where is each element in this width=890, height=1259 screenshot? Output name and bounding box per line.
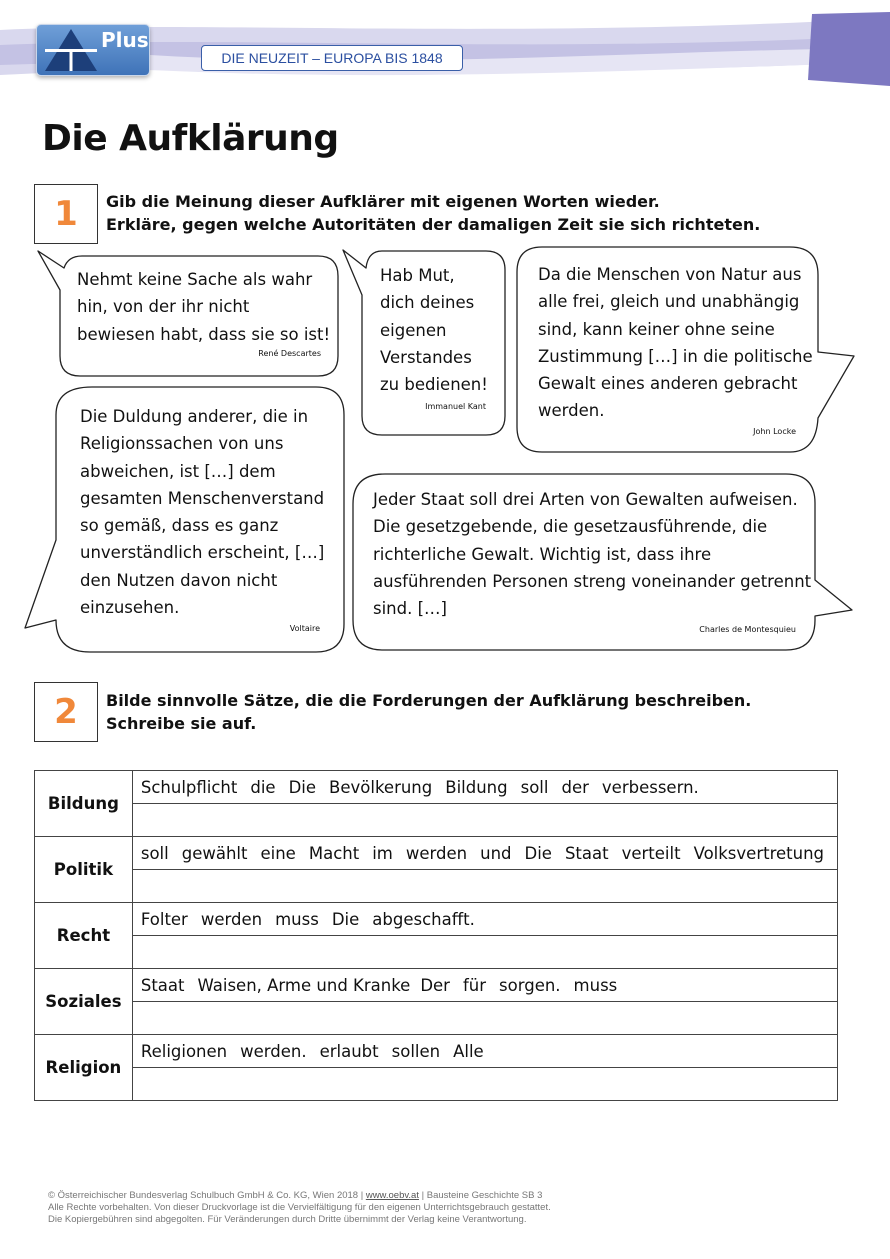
task-2-line-2: Schreibe sie auf. xyxy=(106,714,257,733)
quote-kant: Hab Mut, dich deines eigenen Verstandes zu bedienen! xyxy=(380,266,488,395)
answer-line[interactable] xyxy=(132,936,837,969)
footer-line-2: Alle Rechte vorbehalten. Von dieser Druckvorlage ist die Vervielfältigung für den eigenen Unterrichtsgebrauch gestattet. xyxy=(48,1202,551,1213)
publisher-link[interactable]: www.oebv.at xyxy=(365,1190,419,1201)
word: sorgen. xyxy=(499,975,561,995)
word: Der xyxy=(420,975,450,995)
word: werden xyxy=(405,843,468,863)
word: Bildung xyxy=(445,777,508,797)
word: werden xyxy=(200,909,263,929)
word: Die xyxy=(331,909,360,929)
word: die xyxy=(250,777,276,797)
quote-voltaire: Die Duldung anderer, die in Religionssachen von uns abweichen, ist […] dem gesamten Menschenverstand so gemäß, dass es ganz unverständlich erscheint, […] den Nutzen davon nicht einzusehen. xyxy=(80,407,325,618)
word: eine xyxy=(260,843,296,863)
page-title: Die Aufklärung xyxy=(42,118,339,159)
word: sollen xyxy=(391,1041,441,1061)
sentence-row xyxy=(35,771,838,804)
word: verbessern. xyxy=(601,777,699,797)
word: im xyxy=(372,843,393,863)
answer-row xyxy=(35,870,838,903)
author-kant: Immanuel Kant xyxy=(425,402,486,411)
task-1-line-1: Gib die Meinung dieser Aufklärer mit eigenen Worten wieder. xyxy=(106,192,660,211)
task-2-number: 2 xyxy=(34,682,98,742)
word: muss xyxy=(573,975,618,995)
answer-line[interactable] xyxy=(132,1068,837,1101)
category-label: Bildung xyxy=(35,771,133,837)
footer xyxy=(48,1190,551,1226)
footer-line-3: Die Kopiergebühren sind abgegolten. Für Veränderungen durch Dritte übernimmt der Verlag keine Verantwortung. xyxy=(48,1214,527,1225)
word: muss xyxy=(275,909,319,929)
word: Staat xyxy=(564,843,609,863)
author-locke: John Locke xyxy=(753,427,796,436)
quote-descartes: Nehmt keine Sache als wahr hin, von der ihr nicht bewiesen habt, dass sie so ist! xyxy=(77,270,331,344)
quote-locke: Da die Menschen von Natur aus alle frei, gleich und unabhängig sind, kann keiner ohne seine Zustimmung […] in die politische Gewalt eines anderen gebracht werden. xyxy=(538,265,813,421)
word: der xyxy=(561,777,589,797)
word: Staat xyxy=(140,975,185,995)
sentence-row xyxy=(35,1035,838,1068)
word: und xyxy=(480,843,512,863)
word: abgeschafft. xyxy=(372,909,475,929)
logo-text: Plus xyxy=(101,28,149,52)
quote-montesquieu: Jeder Staat soll drei Arten von Gewalten aufweisen. Die gesetzgebende, die gesetzausführende, die richterliche Gewalt. Wichtig ist, dass ihre ausführenden Personen streng voneinander getrennt sind. […] xyxy=(373,490,812,619)
word: Religionen xyxy=(140,1041,228,1061)
word: für xyxy=(462,975,487,995)
task-1-line-2: Erkläre, gegen welche Autoritäten der damaligen Zeit sie sich richteten. xyxy=(106,215,761,234)
footer-line-1: © Österreichischer Bundesverlag Schulbuch GmbH & Co. KG, Wien 2018 | www.oebv.at | Bausteine Geschichte SB 3 xyxy=(48,1190,543,1201)
sentence-row xyxy=(35,837,838,870)
category-label: Politik xyxy=(35,837,133,903)
author-descartes: René Descartes xyxy=(258,349,321,358)
word: Waisen, Arme und Kranke xyxy=(197,975,411,995)
author-voltaire: Voltaire xyxy=(289,624,320,633)
answer-row xyxy=(35,804,838,837)
word: soll xyxy=(520,777,549,797)
word: soll xyxy=(140,843,169,863)
word: Volksvertretung xyxy=(693,843,824,863)
scrambled-words xyxy=(132,903,837,936)
word: gewählt xyxy=(181,843,248,863)
word: Bevölkerung xyxy=(329,777,433,797)
scrambled-words xyxy=(132,1035,837,1068)
word: verteilt xyxy=(621,843,681,863)
answer-row xyxy=(35,1068,838,1101)
answer-line[interactable] xyxy=(132,870,837,903)
word: Die xyxy=(524,843,552,863)
category-label: Soziales xyxy=(35,969,133,1035)
task-2-line-1: Bilde sinnvolle Sätze, die die Forderungen der Aufklärung beschreiben. xyxy=(106,691,752,710)
word: werden. xyxy=(240,1041,307,1061)
word: Die xyxy=(288,777,317,797)
sentence-table xyxy=(34,770,838,1101)
scrambled-words xyxy=(132,969,837,1002)
answer-line[interactable] xyxy=(132,804,837,837)
sentence-row xyxy=(35,969,838,1002)
word: Alle xyxy=(453,1041,484,1061)
word: Macht xyxy=(308,843,360,863)
category-label: Recht xyxy=(35,903,133,969)
scrambled-words xyxy=(132,771,837,804)
series-label: DIE NEUZEIT – EUROPA BIS 1848 xyxy=(201,45,463,71)
sentence-row xyxy=(35,903,838,936)
scrambled-words xyxy=(132,837,837,870)
task-2-instructions xyxy=(106,689,751,735)
word: Schulpflicht xyxy=(140,777,238,797)
answer-line[interactable] xyxy=(132,1002,837,1035)
category-label: Religion xyxy=(35,1035,133,1101)
answer-row xyxy=(35,1002,838,1035)
word: erlaubt xyxy=(319,1041,379,1061)
author-montesquieu: Charles de Montesquieu xyxy=(699,625,796,634)
task-1-number: 1 xyxy=(34,184,98,244)
word: Folter xyxy=(140,909,188,929)
answer-row xyxy=(35,936,838,969)
